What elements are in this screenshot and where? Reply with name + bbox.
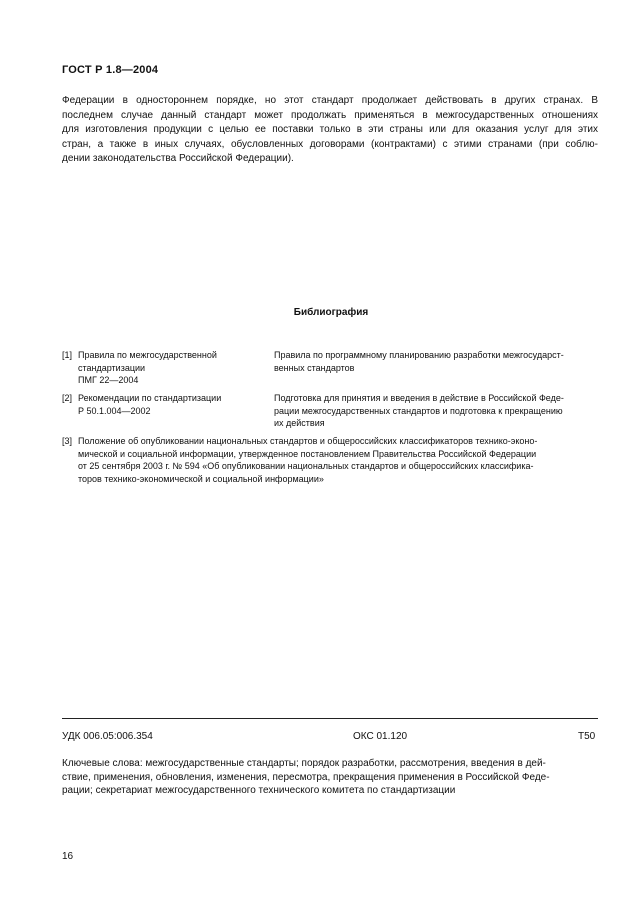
paragraph-line: для изготовления продукции с целью ее поставки только в эти страны или для оказания услуг для этих <box>62 124 598 136</box>
paragraph-line: Федерации в одностороннем порядке, но этот стандарт продолжает действовать в других странах. В <box>62 95 598 106</box>
reference-source-line: Рекомендации по стандартизации <box>78 393 222 403</box>
reference-number: [3] <box>62 436 73 446</box>
page-number: 16 <box>62 851 74 862</box>
reference-number: [2] <box>62 393 73 403</box>
keywords <box>62 757 598 798</box>
keywords-line: Ключевые слова: межгосударственные стандарты; порядок разработки, рассмотрения, введения в дей- <box>62 758 546 769</box>
keywords-line: ствие, применения, обновления, изменения, пересмотра, прекращения применения в Российской Феде- <box>62 771 550 783</box>
reference-source <box>78 349 268 387</box>
reference-title <box>274 392 598 430</box>
reference-source-line: Р 50.1.004—2002 <box>78 405 151 416</box>
oks-code: ОКС 01.120 <box>353 731 408 742</box>
footer-divider <box>62 718 598 719</box>
udk-code: УДК 006.05:006.354 <box>62 731 153 742</box>
reference-title <box>274 349 598 374</box>
reference-title-line: рации межгосударственных стандартов и подготовка к прекращению <box>274 405 563 416</box>
reference-source <box>78 392 268 417</box>
reference-title-line: Правила по программному планированию разработки межгосударст- <box>274 350 564 360</box>
reference-text-line: Положение об опубликовании национальных стандартов и общероссийских классификаторов технико-эконо- <box>78 436 538 446</box>
paragraph-line: дении законодательства Российской Федерации). <box>62 153 294 165</box>
reference-source-line: Правила по межгосударственной <box>78 350 217 360</box>
paragraph-line: последнем случае данный стандарт может продолжать применяться в межгосударственных отношениях <box>62 109 598 121</box>
reference-title-line: их действия <box>274 418 325 429</box>
bibliography-title: Библиография <box>293 307 369 318</box>
reference-text-line: мической и социальной информации, утвержденное постановлением Правительства Российской Федерации <box>78 448 537 459</box>
reference-title-line: Подготовка для принятия и введения в действие в Российской Феде- <box>274 393 564 403</box>
body-paragraph <box>62 94 598 167</box>
paragraph-line: стран, а также в иных случаях, обусловленных договорами (контрактами) с этими странами (при соблю- <box>62 138 598 150</box>
keywords-line: рации; секретариат межгосударственного технического комитета по стандартизации <box>62 785 456 797</box>
reference-number: [1] <box>62 350 73 360</box>
document-header: ГОСТ Р 1.8—2004 <box>62 64 159 76</box>
reference-text-line: от 25 сентября 2003 г. № 594 «Об опубликовании национальных стандартов и общероссийских классифика- <box>78 461 534 472</box>
reference-source-line: ПМГ 22—2004 <box>78 375 139 386</box>
reference-text <box>78 435 598 485</box>
group-code: Т50 <box>578 731 596 742</box>
reference-text-line: торов технико-экономической и социальной информации» <box>78 473 324 484</box>
reference-source-line: стандартизации <box>78 362 146 373</box>
reference-title-line: венных стандартов <box>274 362 355 373</box>
